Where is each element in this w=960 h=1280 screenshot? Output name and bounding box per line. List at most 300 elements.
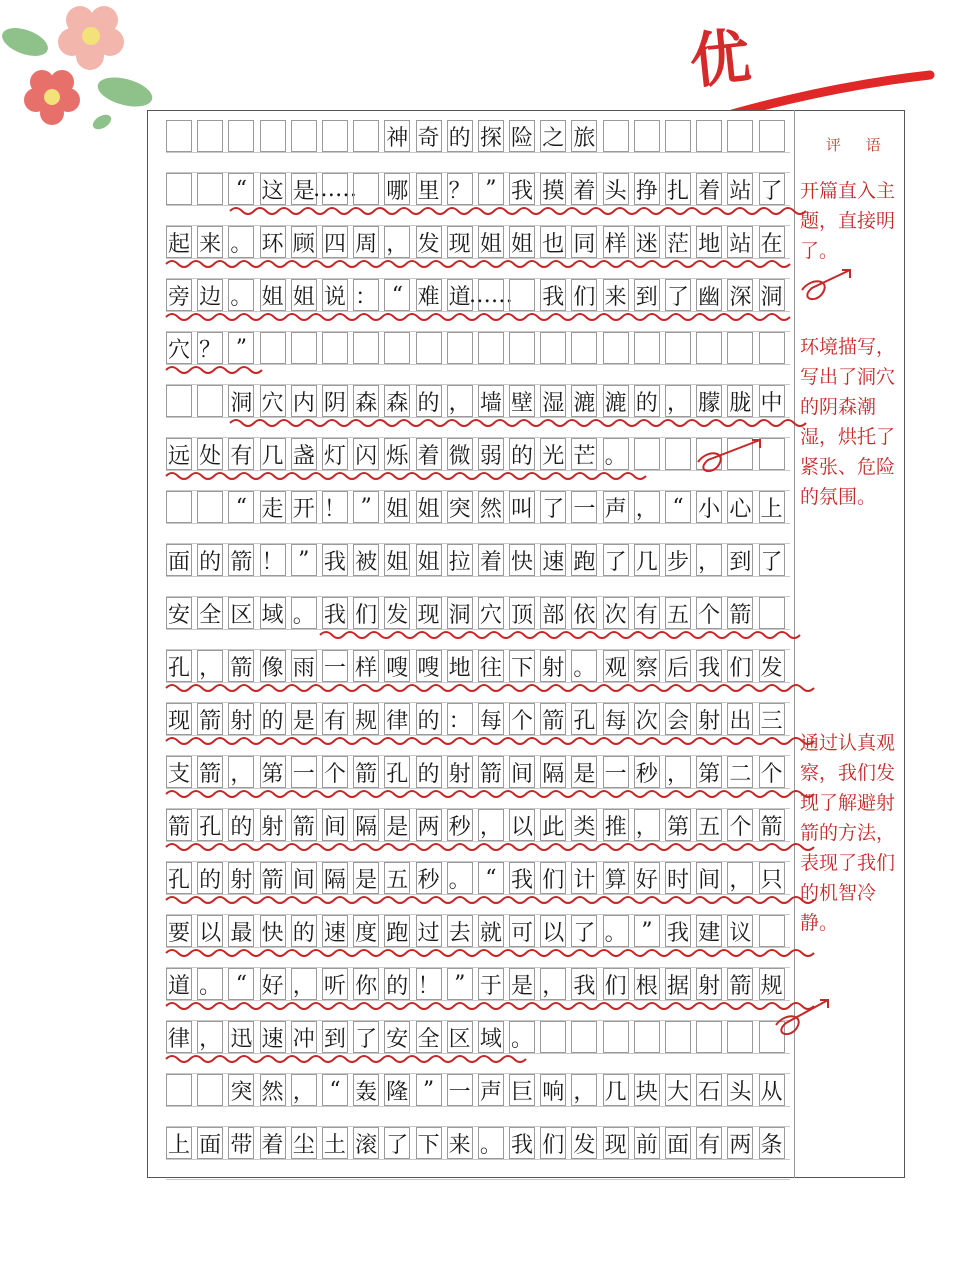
grid-cell: 每 <box>478 703 504 735</box>
grid-cell: 射 <box>696 968 722 1000</box>
grid-cell: 雨 <box>291 650 317 682</box>
grid-cell <box>540 1021 566 1053</box>
grid-cell: 以 <box>197 915 223 947</box>
grid-cell: 现 <box>603 1127 629 1159</box>
grid-cell: 姐 <box>416 544 442 576</box>
grid-cell: 射 <box>228 862 254 894</box>
grid-cell: 隔 <box>540 756 566 788</box>
grid-cell: ！ <box>322 491 348 523</box>
grid-cell: “ <box>228 491 254 523</box>
grid-cell: 奇 <box>416 120 442 152</box>
grid-cell: 们 <box>540 862 566 894</box>
grid-cell: 响 <box>540 1074 566 1106</box>
grid-cell: 孔 <box>197 809 223 841</box>
grid-cell <box>696 120 722 152</box>
grid-cell: 嗖 <box>416 650 442 682</box>
grid-cell <box>634 332 660 364</box>
grid-cell: 现 <box>166 703 192 735</box>
grid-cell: 说 <box>322 279 348 311</box>
grid-cell: 此 <box>540 809 566 841</box>
grid-cell: 往 <box>478 650 504 682</box>
grid-cell: 次 <box>603 597 629 629</box>
grid-cell: 面 <box>665 1127 691 1159</box>
grid-cell: 最 <box>228 915 254 947</box>
grid-cell: ？ <box>197 332 223 364</box>
grid-cell: 箭 <box>260 862 286 894</box>
grid-cell: 现 <box>416 597 442 629</box>
grid-cell: 洞 <box>228 385 254 417</box>
grid-cell: 旁 <box>166 279 192 311</box>
grid-cell: 箭 <box>478 756 504 788</box>
grid-cell <box>696 1021 722 1053</box>
grid-cell: 哪 <box>384 173 410 205</box>
grid-cell: 森 <box>384 385 410 417</box>
grid-cell: 四 <box>322 226 348 258</box>
grid-cell: 来 <box>447 1127 473 1159</box>
grid-cell <box>353 332 379 364</box>
grid-cell: 样 <box>353 650 379 682</box>
grid-cell: 依 <box>571 597 597 629</box>
grid-cell: 站 <box>727 173 753 205</box>
grid-cell: 发 <box>384 597 410 629</box>
grid-cell: 土 <box>322 1127 348 1159</box>
grid-cell: 光 <box>540 438 566 470</box>
grid-cell: 盏 <box>291 438 317 470</box>
grid-cell: 。 <box>509 1021 535 1053</box>
grid-cell <box>260 332 286 364</box>
grid-cell: 湿 <box>540 385 566 417</box>
comment-title: 评 语 <box>826 136 891 154</box>
grid-cell <box>197 173 223 205</box>
grid-cell: 远 <box>166 438 192 470</box>
grid-cell: 到 <box>727 544 753 576</box>
row-gap <box>166 152 790 173</box>
grid-cell: 的 <box>447 120 473 152</box>
grid-cell: ， <box>727 862 753 894</box>
grid-cell: 突 <box>447 491 473 523</box>
row-gap <box>166 1053 790 1074</box>
grid-cell: 了 <box>759 544 785 576</box>
grid-cell: 要 <box>166 915 192 947</box>
grid-cell: 着 <box>416 438 442 470</box>
grid-cell: 我 <box>509 1127 535 1159</box>
grid-cell: 了 <box>384 1127 410 1159</box>
grid-cell: 探 <box>478 120 504 152</box>
grid-cell: 迷 <box>634 226 660 258</box>
grid-cell: 时 <box>665 862 691 894</box>
grid-cell: ， <box>384 226 410 258</box>
grid-cell: 三 <box>759 703 785 735</box>
text-row <box>166 1127 790 1159</box>
grid-cell: 个 <box>727 809 753 841</box>
grid-cell: 扎 <box>665 173 691 205</box>
grid-cell: 我 <box>665 915 691 947</box>
grid-cell: 根 <box>634 968 660 1000</box>
grid-cell <box>759 120 785 152</box>
grid-cell: 二 <box>727 756 753 788</box>
grid-cell: 地 <box>447 650 473 682</box>
grid-cell: ， <box>478 809 504 841</box>
grid-cell: 然 <box>260 1074 286 1106</box>
grid-cell: 孔 <box>166 862 192 894</box>
comment-column <box>794 110 905 1178</box>
grid-cell: 了 <box>759 173 785 205</box>
grid-cell: 是 <box>571 756 597 788</box>
row-gap <box>166 947 790 968</box>
grid-cell: 里 <box>416 173 442 205</box>
grid-cell: …… <box>322 173 348 205</box>
grid-cell: 声 <box>478 1074 504 1106</box>
grid-cell: 道 <box>166 968 192 1000</box>
grid-cell: 支 <box>166 756 192 788</box>
grid-cell <box>384 332 410 364</box>
grid-cell <box>727 332 753 364</box>
grid-cell: 的 <box>416 756 442 788</box>
grid-cell <box>759 597 785 629</box>
grid-cell: 面 <box>197 1127 223 1159</box>
grid-cell: 规 <box>759 968 785 1000</box>
grid-cell: 是 <box>291 703 317 735</box>
grid-cell: 是 <box>384 809 410 841</box>
grid-cell: 一 <box>291 756 317 788</box>
grid-cell: 步 <box>665 544 691 576</box>
grid-cell: 过 <box>416 915 442 947</box>
grid-cell: 我 <box>540 279 566 311</box>
grid-cell: 墙 <box>478 385 504 417</box>
grid-cell: 的 <box>197 544 223 576</box>
grid-cell: 。 <box>291 597 317 629</box>
grid-cell: 的 <box>197 862 223 894</box>
grid-cell: 就 <box>478 915 504 947</box>
grid-cell: ” <box>291 544 317 576</box>
grid-cell: 着 <box>260 1127 286 1159</box>
grid-cell: ， <box>696 544 722 576</box>
grid-cell: 漉 <box>571 385 597 417</box>
grid-cell: 度 <box>353 915 379 947</box>
grid-cell: 五 <box>696 809 722 841</box>
grid-cell: 有 <box>696 1127 722 1159</box>
grid-cell: ” <box>634 915 660 947</box>
grid-cell: 间 <box>509 756 535 788</box>
row-gap <box>166 1159 790 1180</box>
grid-cell <box>353 120 379 152</box>
grid-cell: “ <box>228 968 254 1000</box>
grid-cell: 的 <box>260 703 286 735</box>
grid-cell: 幽 <box>696 279 722 311</box>
grid-cell: 箭 <box>759 809 785 841</box>
grid-cell: 射 <box>540 650 566 682</box>
grid-cell: 速 <box>322 915 348 947</box>
grid-cell: 以 <box>509 809 535 841</box>
grid-cell: 芒 <box>571 438 597 470</box>
grid-cell <box>509 332 535 364</box>
grid-cell: 姐 <box>416 491 442 523</box>
grid-cell: ” <box>478 173 504 205</box>
grid-cell: ， <box>540 968 566 1000</box>
grid-cell: ” <box>353 491 379 523</box>
comment-1: 开篇直入主题，直接明了。 <box>800 180 896 262</box>
grid-cell: ！ <box>416 968 442 1000</box>
grid-cell: 声 <box>603 491 629 523</box>
grid-cell: 域 <box>260 597 286 629</box>
grid-cell: 地 <box>696 226 722 258</box>
grid-cell <box>166 491 192 523</box>
grid-cell: 到 <box>322 1021 348 1053</box>
grid-cell: 上 <box>759 491 785 523</box>
grid-cell: 间 <box>291 862 317 894</box>
grid-cell: 突 <box>228 1074 254 1106</box>
grid-cell: 头 <box>727 1074 753 1106</box>
text-row <box>166 491 790 523</box>
grid-cell: 会 <box>665 703 691 735</box>
grid-cell: 出 <box>727 703 753 735</box>
grid-cell: 险 <box>509 120 535 152</box>
grid-cell: 。 <box>478 1127 504 1159</box>
grid-cell: 微 <box>447 438 473 470</box>
grid-cell: 神 <box>384 120 410 152</box>
grid-cell <box>166 173 192 205</box>
grid-cell: 速 <box>260 1021 286 1053</box>
grid-cell: 在 <box>759 226 785 258</box>
grid-cell: 烁 <box>384 438 410 470</box>
row-gap <box>166 788 790 809</box>
grid-cell <box>166 385 192 417</box>
grid-cell <box>759 1021 785 1053</box>
grid-cell: 两 <box>727 1127 753 1159</box>
grid-cell: 第 <box>665 809 691 841</box>
grid-cell: 们 <box>571 279 597 311</box>
grid-cell: 下 <box>509 650 535 682</box>
grid-cell: 大 <box>665 1074 691 1106</box>
grid-cell: 安 <box>166 597 192 629</box>
grid-cell: 灯 <box>322 438 348 470</box>
grid-cell: 秒 <box>634 756 660 788</box>
grid-cell: 了 <box>353 1021 379 1053</box>
grid-cell: 道 <box>447 279 473 311</box>
grid-cell: 顶 <box>509 597 535 629</box>
grid-cell: 孔 <box>384 756 410 788</box>
grid-cell: 巨 <box>509 1074 535 1106</box>
grid-cell <box>291 332 317 364</box>
row-gap <box>166 523 790 544</box>
grid-cell <box>759 915 785 947</box>
grid-cell: 有 <box>228 438 254 470</box>
grid-cell: 跑 <box>384 915 410 947</box>
grid-cell <box>509 279 535 311</box>
grid-cell: 上 <box>166 1127 192 1159</box>
grid-cell: 环 <box>260 226 286 258</box>
grid-cell <box>696 332 722 364</box>
grid-cell: 心 <box>727 491 753 523</box>
grid-cell: 着 <box>478 544 504 576</box>
text-row <box>166 1021 790 1053</box>
grid-cell: 一 <box>603 756 629 788</box>
grid-cell <box>759 438 785 470</box>
grid-cell: 中 <box>759 385 785 417</box>
grid-cell: 姐 <box>260 279 286 311</box>
grid-cell: 次 <box>634 703 660 735</box>
grid-cell: 议 <box>727 915 753 947</box>
row-gap <box>166 629 790 650</box>
grid-cell: 箭 <box>353 756 379 788</box>
grid-cell: 全 <box>197 597 223 629</box>
grid-cell: 旅 <box>571 120 597 152</box>
grid-cell: 着 <box>571 173 597 205</box>
grid-cell: 边 <box>197 279 223 311</box>
grid-cell: 秒 <box>447 809 473 841</box>
grid-cell: 轰 <box>353 1074 379 1106</box>
grid-cell <box>260 120 286 152</box>
grid-cell: ！ <box>260 544 286 576</box>
grid-cell: 来 <box>197 226 223 258</box>
row-gap <box>166 205 790 226</box>
grid-cell: 孔 <box>166 650 192 682</box>
grid-cell: 壁 <box>509 385 535 417</box>
grid-cell: 迅 <box>228 1021 254 1053</box>
grid-cell: 着 <box>696 173 722 205</box>
grid-cell: 你 <box>353 968 379 1000</box>
grid-cell <box>197 491 223 523</box>
grid-cell: 跑 <box>571 544 597 576</box>
grid-cell: 可 <box>509 915 535 947</box>
grid-cell: 箭 <box>291 809 317 841</box>
grid-cell: 五 <box>665 597 691 629</box>
comment-3: 通过认真观察，我们发现了解避射箭的方法，表现了我们的机智冷静。 <box>800 732 896 934</box>
grid-cell: “ <box>228 173 254 205</box>
row-gap <box>166 682 790 703</box>
grid-cell: 漉 <box>603 385 629 417</box>
grid-cell: 来 <box>603 279 629 311</box>
grid-cell: 姐 <box>509 226 535 258</box>
grid-cell: 好 <box>634 862 660 894</box>
grid-cell: 拉 <box>447 544 473 576</box>
grid-cell <box>727 120 753 152</box>
grid-cell <box>603 120 629 152</box>
text-row <box>166 756 790 788</box>
grid-cell: 听 <box>322 968 348 1000</box>
text-row <box>166 279 790 311</box>
grid-cell <box>322 332 348 364</box>
grid-cell: 孔 <box>571 703 597 735</box>
grid-cell: 嗖 <box>384 650 410 682</box>
grid-cell: 域 <box>478 1021 504 1053</box>
grid-cell: 察 <box>634 650 660 682</box>
grid-cell: ， <box>665 385 691 417</box>
grid-cell: 箭 <box>540 703 566 735</box>
grid-cell: 条 <box>759 1127 785 1159</box>
grid-cell: 小 <box>696 491 722 523</box>
grid-cell: 隔 <box>322 862 348 894</box>
grid-cell <box>291 120 317 152</box>
grid-cell: 几 <box>260 438 286 470</box>
grid-cell: 样 <box>603 226 629 258</box>
grid-cell: 是 <box>291 173 317 205</box>
grid-cell: 箭 <box>197 703 223 735</box>
grid-cell: 我 <box>509 862 535 894</box>
grid-cell: 阴 <box>322 385 348 417</box>
grid-cell: ， <box>228 756 254 788</box>
grid-cell: 洞 <box>447 597 473 629</box>
grid-cell: 的 <box>291 915 317 947</box>
grid-cell: “ <box>322 1074 348 1106</box>
grid-cell: 到 <box>634 279 660 311</box>
grid-cell: 好 <box>260 968 286 1000</box>
grid-cell <box>634 438 660 470</box>
grid-cell: 胧 <box>727 385 753 417</box>
grid-cell: 是 <box>353 862 379 894</box>
grid-cell: 处 <box>197 438 223 470</box>
row-gap <box>166 417 790 438</box>
grid-cell: 规 <box>353 703 379 735</box>
grid-cell <box>603 332 629 364</box>
grid-cell: 隆 <box>384 1074 410 1106</box>
grid-cell: 们 <box>727 650 753 682</box>
row-gap <box>166 1000 790 1021</box>
grid-cell: ？ <box>447 173 473 205</box>
grid-cell: ， <box>634 491 660 523</box>
grid-cell: ， <box>197 650 223 682</box>
grid-cell: 头 <box>603 173 629 205</box>
grid-cell: 据 <box>665 968 691 1000</box>
grid-cell <box>478 332 504 364</box>
grid-cell <box>603 1021 629 1053</box>
grid-cell: 是 <box>509 968 535 1000</box>
grid-cell: 们 <box>353 597 379 629</box>
grid-cell: 律 <box>384 703 410 735</box>
grid-cell: 一 <box>322 650 348 682</box>
grid-cell: 穴 <box>260 385 286 417</box>
grid-cell: ， <box>291 1074 317 1106</box>
grid-cell: 区 <box>228 597 254 629</box>
text-row <box>166 597 790 629</box>
grid-cell: 以 <box>540 915 566 947</box>
grid-cell: 观 <box>603 650 629 682</box>
grid-cell: 。 <box>603 438 629 470</box>
grid-cell <box>353 173 379 205</box>
grid-cell: 带 <box>228 1127 254 1159</box>
grid-cell: “ <box>665 491 691 523</box>
grid-cell: 叫 <box>509 491 535 523</box>
grid-cell: 箭 <box>228 544 254 576</box>
grid-cell <box>197 120 223 152</box>
grid-cell: 的 <box>416 385 442 417</box>
grid-cell: 一 <box>571 491 597 523</box>
grid-cell: “ <box>384 279 410 311</box>
grid-cell: 个 <box>759 756 785 788</box>
grid-cell: 前 <box>634 1127 660 1159</box>
grid-cell: 几 <box>603 1074 629 1106</box>
grid-cell: 弱 <box>478 438 504 470</box>
grid-cell: ， <box>291 968 317 1000</box>
grid-cell <box>665 120 691 152</box>
grid-cell: ” <box>447 968 473 1000</box>
grid-cell: 站 <box>727 226 753 258</box>
grid-cell: 。 <box>571 650 597 682</box>
grid-cell: ： <box>353 279 379 311</box>
grid-cell: 这 <box>260 173 286 205</box>
row-gap <box>166 841 790 862</box>
grid-cell: 有 <box>634 597 660 629</box>
grid-cell: 我 <box>322 597 348 629</box>
text-row <box>166 438 790 470</box>
grid-cell: 射 <box>447 756 473 788</box>
grid-cell: 了 <box>540 491 566 523</box>
grid-cell: 现 <box>447 226 473 258</box>
grid-cell: 冲 <box>291 1021 317 1053</box>
grid-cell: ” <box>416 1074 442 1106</box>
text-row <box>166 332 790 364</box>
grid-cell: 于 <box>478 968 504 1000</box>
